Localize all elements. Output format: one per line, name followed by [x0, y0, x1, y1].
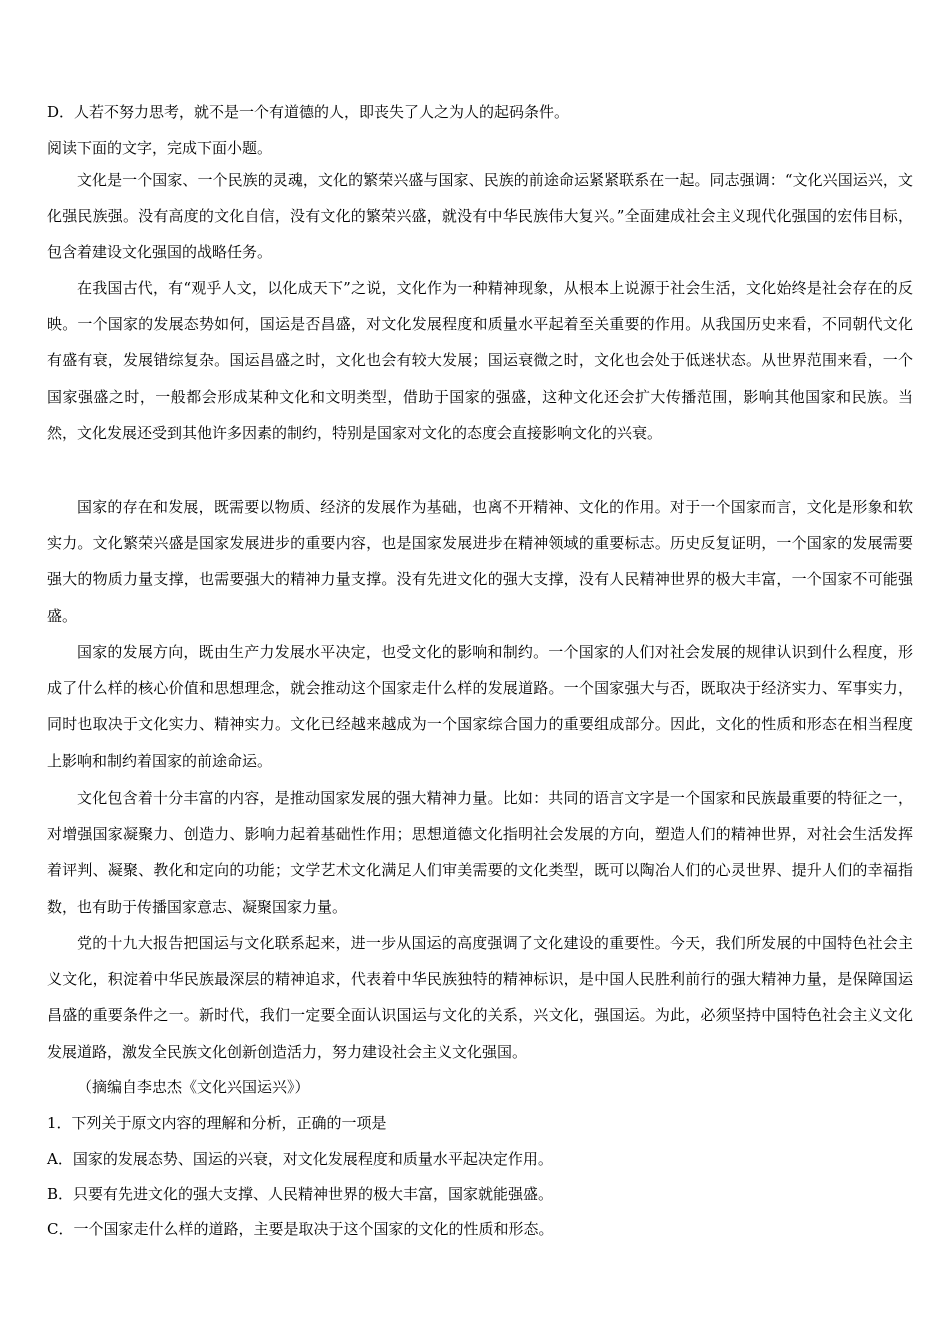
passage-paragraph-5: 文化包含着十分丰富的内容，是推动国家发展的强大精神力量。比如：共同的语言文字是一个国家和民族最重要的特征之一，对增强国家凝聚力、创造力、影响力起着基础性作用；思想道德文化指明社会发展的方向，塑造人们的精神世界，对社会生活发挥着评判、凝聚、教化和定向的功能；文学艺术文化满足人们审美需要的文化类型，既可以陶冶人们的心灵世界、提升人们的幸福指数，也有助于传播国家意志、凝聚国家力量。: [47, 789, 913, 916]
option-c: C．一个国家走什么样的道路，主要是取决于这个国家的文化的性质和形态。: [47, 1220, 554, 1238]
passage-paragraph-3: 国家的存在和发展，既需要以物质、经济的发展作为基础，也离不开精神、文化的作用。对于一个国家而言，文化是形象和软实力。文化繁荣兴盛是国家发展进步的重要内容，也是国家发展进步在精神领域的重要标志。历史反复证明，一个国家的发展需要强大的物质力量支撑，也需要强大的精神力量支撑。没有先进文化的强大支撑，没有人民精神世界的极大丰富，一个国家不可能强盛。: [47, 498, 913, 625]
passage-paragraph-1: 文化是一个国家、一个民族的灵魂，文化的繁荣兴盛与国家、民族的前途命运紧紧联系在一起。同志强调：“文化兴国运兴，文化强民族强。没有高度的文化自信，没有文化的繁荣兴盛，就没有中华民族伟大复兴。”全面建成社会主义现代化强国的宏伟目标，包含着建设文化强国的战略任务。: [47, 171, 913, 262]
passage-paragraph-2: 在我国古代，有“观乎人文，以化成天下”之说，文化作为一种精神现象，从根本上说源于社会生活，文化始终是社会存在的反映。一个国家的发展态势如何，国运是否昌盛，对文化发展程度和质量水平起着至关重要的作用。从我国历史来看，不同朝代文化有盛有衰，发展错综复杂。国运昌盛之时，文化也会有较大发展；国运衰微之时，文化也会处于低迷状态。从世界范围来看，一个国家强盛之时，一般都会形成某种文化和文明类型，借助于国家的强盛，这种文化还会扩大传播范围，影响其他国家和民族。当然，文化发展还受到其他许多因素的制约，特别是国家对文化的态度会直接影响文化的兴衰。: [47, 279, 913, 442]
passage-paragraph-4: 国家的发展方向，既由生产力发展水平决定，也受文化的影响和制约。一个国家的人们对社会发展的规律认识到什么程度，形成了什么样的核心价值和思想理念，就会推动这个国家走什么样的发展道路。一个国家强大与否，既取决于经济实力、军事实力，同时也取决于文化实力、精神实力。文化已经越来越成为一个国家综合国力的重要组成部分。因此，文化的性质和形态在相当程度上影响和制约着国家的前途命运。: [47, 643, 913, 770]
previous-option-d: D．人若不努力思考，就不是一个有道德的人，即丧失了人之为人的起码条件。: [47, 103, 570, 121]
question-stem: 1．下列关于原文内容的理解和分析，正确的一项是: [47, 1114, 387, 1132]
option-b: B．只要有先进文化的强大支撑、人民精神世界的极大丰富，国家就能强盛。: [47, 1185, 554, 1203]
reading-instruction: 阅读下面的文字，完成下面小题。: [47, 139, 273, 157]
option-a: A．国家的发展态势、国运的兴衰，对文化发展程度和质量水平起决定作用。: [47, 1150, 553, 1168]
passage-source: （摘编自李忠杰《文化兴国运兴》）: [77, 1078, 310, 1096]
passage-paragraph-6: 党的十九大报告把国运与文化联系起来，进一步从国运的高度强调了文化建设的重要性。今天，我们所发展的中国特色社会主义文化，积淀着中华民族最深层的精神追求，代表着中华民族独特的精神标识，是中国人民胜利前行的强大精神力量，是保障国运昌盛的重要条件之一。新时代，我们一定要全面认识国运与文化的关系，兴文化，强国运。为此，必须坚持中国特色社会主义文化发展道路，激发全民族文化创新创造活力，努力建设社会主义文化强国。: [47, 934, 913, 1061]
